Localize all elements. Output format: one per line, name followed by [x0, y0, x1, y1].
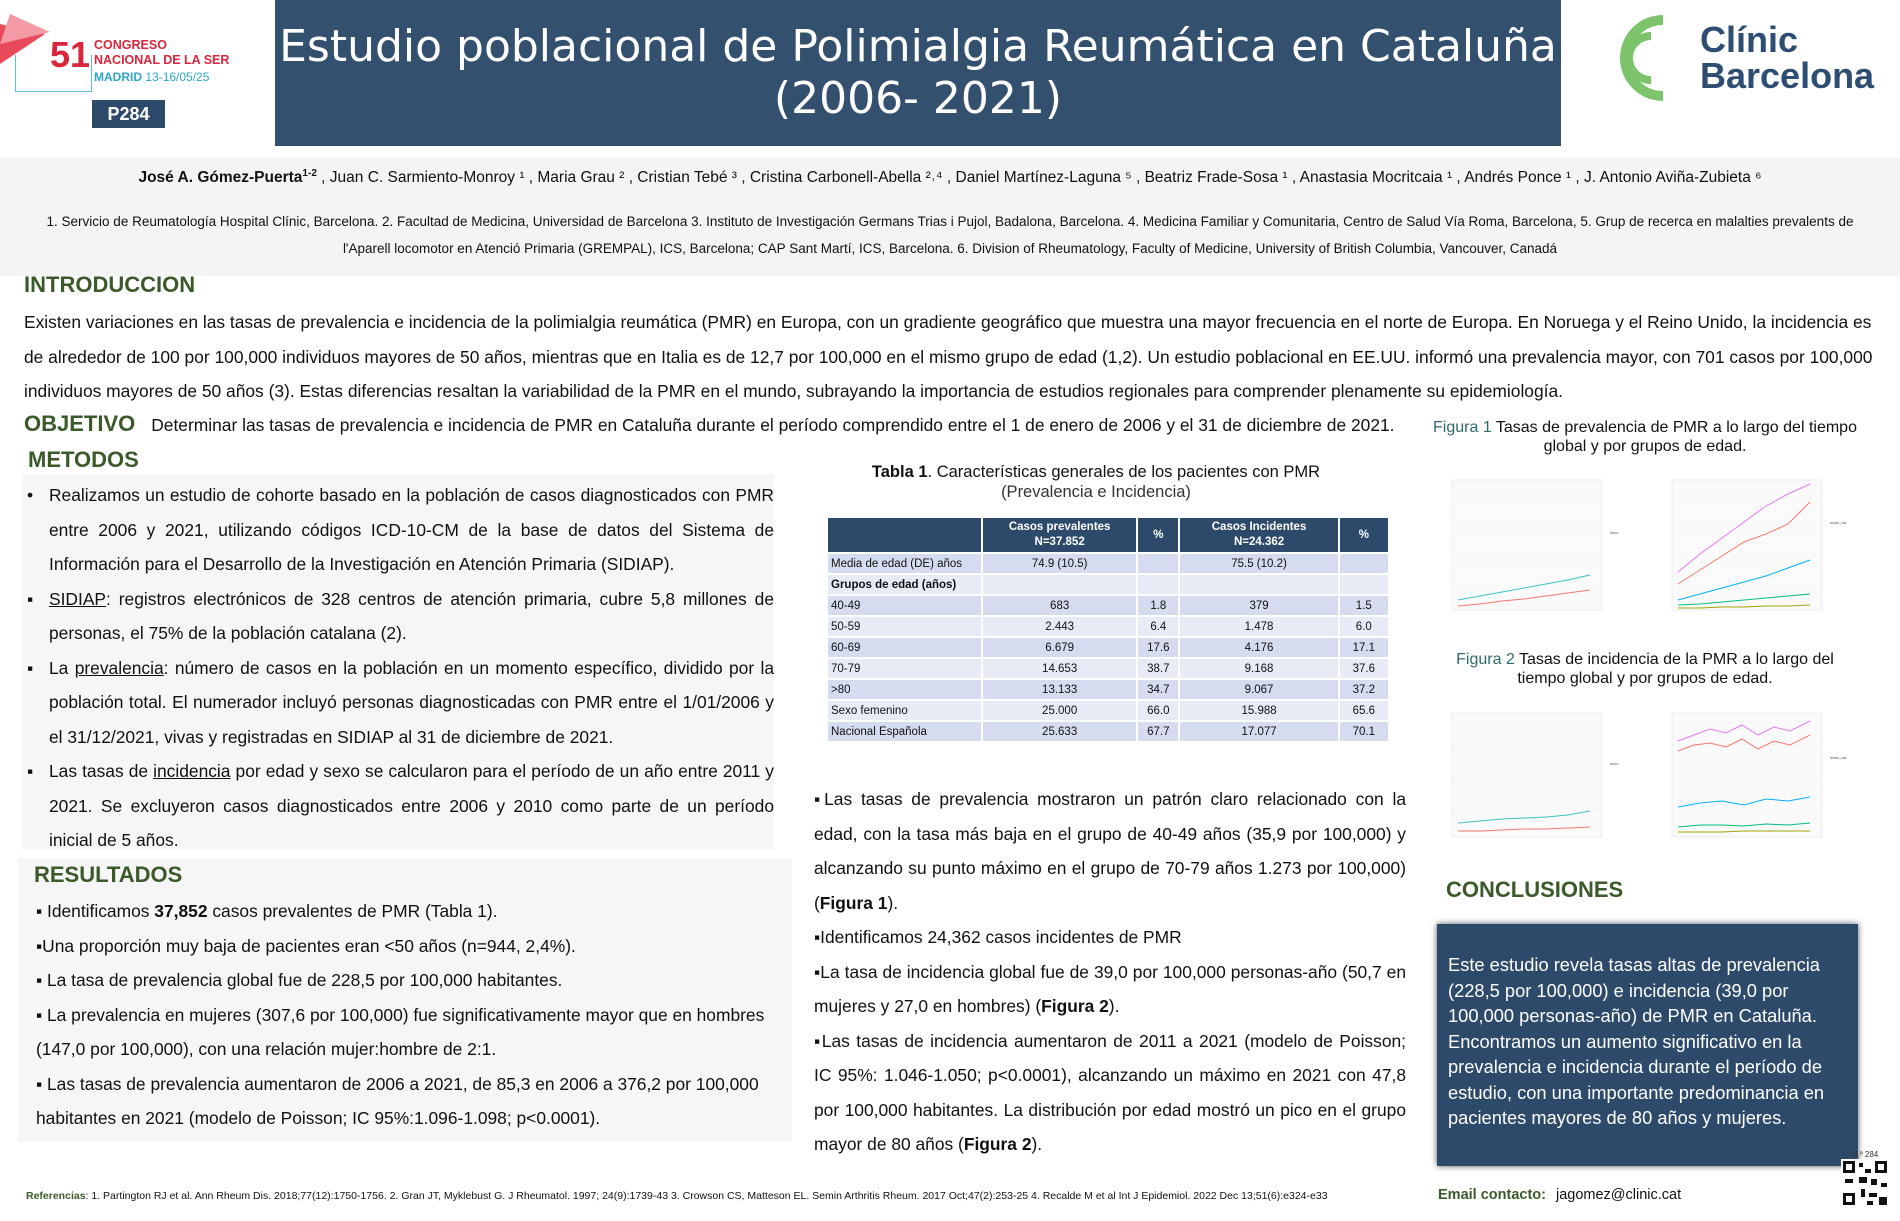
- table-subtitle: (Prevalencia e Incidencia): [1001, 483, 1191, 501]
- congress-line2: NACIONAL DE LA SER: [94, 53, 230, 67]
- table-cell-prev: 14.653: [982, 658, 1137, 679]
- header-inc-n: N=24.362: [1233, 536, 1285, 548]
- table-cell-p1: [1137, 553, 1179, 574]
- table-cell-p1: 6.4: [1137, 616, 1179, 637]
- metodos-item: [22, 754, 774, 858]
- author-list: [0, 168, 1900, 187]
- resultados-title: RESULTADOS: [34, 862, 183, 887]
- metodos-item: [22, 478, 774, 582]
- res-right-p3: [814, 955, 1406, 1024]
- metodos-item: [22, 651, 774, 755]
- table-cell-inc: [1179, 574, 1338, 595]
- congress-city: [94, 70, 209, 84]
- metodos-item3-rest: : número de casos en la población en un momento específico, dividido por la población total. El numerador incluyó personas diagnosticadas con PMR entre el 1/01/2006 y el 31/12/2021, vivas y registradas en SIDIAP al 31 de diciembre de 2021.: [49, 657, 775, 747]
- header-prev-label: Casos prevalentes: [1008, 521, 1111, 533]
- table-row: [827, 721, 1389, 742]
- lead-author: José A. Gómez-Puerta: [138, 169, 303, 187]
- p3-pre: ▪La tasa de incidencia global fue de 39,0 por 100,000 personas-año (50,7 en mujeres y 27,0 en hombres) (: [814, 961, 1406, 1016]
- metodos-item4-rest: por edad y sexo se calcularon para el período de un año entre 2011 y 2021. Se excluyeron casos diagnosticados entre 2006 y 2010 como parte de un período inicial de 5 años.: [49, 761, 774, 850]
- title-line1: Estudio poblacional de Polimialgia Reumática en Cataluña: [279, 21, 1557, 72]
- congress-number: 51: [50, 34, 91, 75]
- table-cell-inc: 9.067: [1179, 679, 1338, 700]
- table-row: [827, 553, 1389, 574]
- figure2-label: Figura 2: [1456, 651, 1515, 668]
- table-cell-inc: 1.478: [1179, 616, 1338, 637]
- table-cell-inc: 75.5 (10.2): [1179, 553, 1338, 574]
- table-cell-label: Grupos de edad (años): [827, 574, 982, 595]
- affiliations-line1: 1. Servicio de Reumatología Hospital Clínic, Barcelona. 2. Facultad de Medicina, Universidad de Barcelona 3. Instituto de Investigación Germans Trias i Pujol, Badalona, Barcelona. 4. Medicina Familiar y Comunitaria, Centro de Salud Vía Roma, Barcelona, 5. Grup de recerca en malalties prevalents de: [46, 214, 1854, 229]
- metodos-item1: Realizamos un estudio de cohorte basado en la población de casos diagnosticados con PMR entre 2006 y 2021, utilizando códigos ICD-10-CM de la base de datos del Sistema de Información para el Desarrollo de la Investigación en Atención Primaria (SIDIAP).: [49, 485, 774, 574]
- table-title-text: . Características generales de los pacientes con PMR: [927, 463, 1321, 481]
- coauthors: , Juan C. Sarmiento-Monroy ¹ , Maria Grau ² , Cristian Tebé ³ , Cristina Carbonell-Abella ²˒⁴ , Daniel Martínez-Laguna ⁵ , Beatriz Frade-Sosa ¹ , Anastasia Mocritcaia ¹ , Andrés Ponce ¹ , J. Antonio Aviña-Zubieta ⁶: [316, 169, 1762, 187]
- characteristics-table: [826, 516, 1390, 743]
- congress-line1: CONGRESO: [94, 38, 167, 52]
- header-prev-n: N=37.852: [1034, 536, 1085, 548]
- metodos-item: [22, 582, 774, 651]
- lead-author-sup: 1-2: [302, 168, 317, 179]
- table-cell-p1: 1.8: [1137, 595, 1179, 616]
- fig2-legend-sexo: sexo: [1610, 761, 1619, 766]
- table-title-label: Tabla 1: [871, 463, 928, 481]
- table-cell-inc: 4.176: [1179, 637, 1338, 658]
- metodos-item4-key: incidencia: [153, 761, 231, 781]
- poster-id-badge: P284: [92, 100, 165, 128]
- metodos-item2-key: SIDIAP: [49, 588, 107, 609]
- clinic-line2: Barcelona: [1700, 55, 1875, 96]
- p1-bold: Figura 1: [819, 892, 888, 913]
- references: [26, 1190, 1426, 1202]
- figure2-age-chart: [1650, 705, 1870, 855]
- affiliations-line2: l'Aparell locomotor en Atenció Primaria (GREMPAL), ICS, Barcelona; CAP Sant Martí, ICS, Barcelona. 6. Division of Rheumatology, Faculty of Medicine, University of British Columbia, Vancouver, Canadá: [342, 241, 1558, 256]
- p3-post: ).: [1108, 996, 1120, 1016]
- resultado-item: ▪ La prevalencia en mujeres (307,6 por 100,000) fue significativamente mayor que en hombres (147,0 por 100,000), con una relación mujer:hombre de 2:1.: [36, 1004, 765, 1059]
- table-cell-label: Sexo femenino: [827, 700, 982, 721]
- objetivo-title: OBJETIVO: [24, 411, 136, 436]
- table-title: [826, 462, 1366, 502]
- table-cell-inc: 379: [1179, 595, 1338, 616]
- table-cell-p2: [1339, 553, 1389, 574]
- res-right-p1: [814, 782, 1406, 920]
- figure1-global-chart: [1430, 472, 1642, 627]
- table-row: [827, 616, 1389, 637]
- metodos-list: [22, 478, 774, 858]
- table-cell-p2: 37.6: [1339, 658, 1389, 679]
- table-cell-p2: 37.2: [1339, 679, 1389, 700]
- p1-pre: ▪Las tasas de prevalencia mostraron un patrón claro relacionado con la edad, con la tasa más baja en el grupo de 40-49 años (35,9 por 100,000) y alcanzando su punto máximo en el grupo de 70-79 años 1.273 por 100,000) (: [814, 789, 1406, 913]
- table-cell-p2: 70.1: [1339, 721, 1389, 742]
- resultados-list: [36, 894, 792, 1136]
- table-header-empty: [827, 517, 982, 553]
- metodos-box: [22, 474, 774, 850]
- figure1-caption: [1430, 418, 1860, 456]
- fig2-legend-edad: edad_cat: [1830, 755, 1847, 760]
- objetivo-text: Determinar las tasas de prevalencia e incidencia de PMR en Cataluña durante el período comprendido entre el 1 de enero de 2006 y el 31 de diciembre de 2021.: [151, 415, 1395, 435]
- fig1-legend-edad: edad_cat: [1830, 520, 1847, 525]
- references-text: : 1. Partington RJ et al. Ann Rheum Dis. 2018;77(12):1750-1756. 2. Gran JT, Myklebust G. J Rheumatol. 1997; 24(9):1739-43 3. Crowson CS, Matteson EL. Semin Arthritis Rheum. 2017 Oct;47(2):253-25 4. Recalde M et al Int J Epidemiol. 2022 Dec 13;51(6):e324-e33: [85, 1190, 1328, 1202]
- figure1-text: Tasas de prevalencia de PMR a lo largo del tiempo global y por grupos de edad.: [1491, 419, 1857, 455]
- table-header-pct1: %: [1137, 517, 1179, 553]
- clinic-logo: [1605, 8, 1885, 108]
- table-row: [827, 679, 1389, 700]
- p4-bold: Figura 2: [963, 1134, 1032, 1154]
- poster-title: [275, 0, 1561, 146]
- table-cell-prev: 683: [982, 595, 1137, 616]
- figure2-text: Tasas de incidencia de la PMR a lo largo del tiempo global y por grupos de edad.: [1514, 651, 1834, 687]
- objetivo: [24, 410, 1424, 439]
- table-cell-p2: 65.6: [1339, 700, 1389, 721]
- table-header-pct2: %: [1339, 517, 1389, 553]
- table-header-row: [827, 517, 1389, 553]
- table-cell-p1: 38.7: [1137, 658, 1179, 679]
- intro-title: INTRODUCCION: [24, 272, 196, 297]
- table-row: [827, 574, 1389, 595]
- table-cell-p1: 66.0: [1137, 700, 1179, 721]
- clinic-logo-icon: [1605, 8, 1695, 108]
- p4-post: ).: [1031, 1134, 1043, 1154]
- figure2-caption: [1430, 650, 1860, 688]
- figure1-label: Figura 1: [1433, 419, 1492, 436]
- table-cell-label: 60-69: [827, 637, 982, 658]
- qr-label: N.º 284: [1851, 1150, 1879, 1159]
- r1-pre: ▪ Identificamos: [36, 901, 155, 921]
- email-label: Email contacto:: [1438, 1187, 1546, 1203]
- metodos-item2-rest: : registros electrónicos de 328 centros de atención primaria, cubre 5,8 millones de personas, el 75% de la población catalana (2).: [49, 588, 774, 643]
- references-label: Referencias: [26, 1190, 86, 1202]
- resultado-item: ▪ La tasa de prevalencia global fue de 228,5 por 100,000 habitantes.: [36, 970, 563, 990]
- table-cell-prev: [982, 574, 1137, 595]
- resultados-box: [18, 858, 792, 1142]
- conclusiones-title: CONCLUSIONES: [1446, 877, 1624, 902]
- table-cell-p2: [1339, 574, 1389, 595]
- table-cell-inc: 15.988: [1179, 700, 1338, 721]
- table-cell-p1: 67.7: [1137, 721, 1179, 742]
- conclusiones-box: [1437, 924, 1858, 1166]
- r1-bold: 37,852: [154, 901, 208, 921]
- table-cell-p2: 6.0: [1339, 616, 1389, 637]
- congress-city-name: MADRID: [94, 70, 142, 84]
- table-cell-label: Nacional Española: [827, 721, 982, 742]
- congress-logo: [0, 0, 260, 140]
- p1-post: ).: [887, 892, 899, 913]
- table-header-inc: [1179, 517, 1338, 553]
- resultado-item: ▪ Las tasas de prevalencia aumentaron de 2006 a 2021, de 85,3 en 2006 a 376,2 por 100,000 habitantes en 2021 (modelo de Poisson; IC 95%:1.096-1.098; p<0.0001).: [36, 1073, 759, 1128]
- figure1-age-chart: [1650, 472, 1870, 627]
- table-row: [827, 658, 1389, 679]
- clinic-name: [1700, 19, 1875, 96]
- congress-dates: 13-16/05/25: [145, 70, 210, 84]
- email-contact: [1438, 1187, 1681, 1203]
- fig1-legend-sexo: sexo: [1610, 530, 1619, 535]
- resultados-right: [814, 782, 1406, 1162]
- conclusiones-text: Este estudio revela tasas altas de prevalencia (228,5 por 100,000) e incidencia (39,0 por 100,000 personas-año) de PMR en Cataluña. Encontramos un aumento significativo en la prevalencia e incidencia durante el período de estudio, con una importante predominancia en pacientes mayores de 80 años y mujeres.: [1448, 954, 1825, 1128]
- table-title-line: [826, 462, 1366, 482]
- title-line2: (2006- 2021): [773, 73, 1063, 124]
- res-right-p2: ▪Identificamos 24,362 casos incidentes de PMR: [814, 927, 1182, 947]
- clinic-line1: Clínic: [1700, 19, 1799, 60]
- r1-post: casos prevalentes de PMR (Tabla 1).: [207, 901, 498, 921]
- figure2-global-chart: [1430, 705, 1642, 855]
- figure1-age-svg: [1650, 472, 1870, 627]
- table-cell-prev: 25.633: [982, 721, 1137, 742]
- table-cell-inc: 17.077: [1179, 721, 1338, 742]
- resultado-item: ▪Una proporción muy baja de pacientes eran <50 años (n=944, 2,4%).: [36, 935, 576, 956]
- table-cell-label: 70-79: [827, 658, 982, 679]
- qr-code[interactable]: [1838, 1150, 1892, 1216]
- table-cell-p2: 1.5: [1339, 595, 1389, 616]
- metodos-item3-key: prevalencia: [74, 657, 164, 678]
- res-right-p4: [814, 1024, 1406, 1162]
- p3-bold: Figura 2: [1041, 996, 1109, 1016]
- congress-name: [94, 38, 229, 68]
- table-cell-p1: [1137, 574, 1179, 595]
- table-cell-prev: 13.133: [982, 679, 1137, 700]
- resultado-item: [36, 894, 792, 929]
- table-cell-prev: 2.443: [982, 616, 1137, 637]
- table-cell-label: >80: [827, 679, 982, 700]
- table-cell-prev: 6.679: [982, 637, 1137, 658]
- table-row: [827, 595, 1389, 616]
- table-cell-prev: 74.9 (10.5): [982, 553, 1137, 574]
- figure2-global-svg: [1430, 705, 1642, 855]
- figure1-global-svg: [1430, 472, 1642, 627]
- metodos-item4-pre: Las tasas de: [49, 761, 154, 781]
- table-cell-p1: 17.6: [1137, 637, 1179, 658]
- table-row: [827, 700, 1389, 721]
- table-cell-label: Media de edad (DE) años: [827, 553, 982, 574]
- table-cell-label: 40-49: [827, 595, 982, 616]
- figure2-age-svg: [1650, 705, 1870, 855]
- affiliations: [20, 208, 1880, 262]
- table-cell-p2: 17.1: [1339, 637, 1389, 658]
- header-inc-label: Casos Incidentes: [1211, 521, 1307, 533]
- authors-band: [0, 158, 1900, 276]
- intro-text: Existen variaciones en las tasas de prevalencia e incidencia de la polimialgia reumática (PMR) en Europa, con un gradiente geográfico que muestra una mayor frecuencia en el norte de Europa. En Noruega y el Reino Unido, la incidencia es de alrededor de 100 por 100,000 individuos mayores de 50 años, mientras que en Italia es de 12,7 por 100,000 en el mismo grupo de edad (1,2). Un estudio poblacional en EE.UU. informó una prevalencia mayor, con 701 casos por 100,000 individuos mayores de 50 años (3). Estas diferencias resaltan la variabilidad de la PMR en el mundo, subrayando la importancia de estudios regionales para comprender plenamente su epidemiología.: [24, 312, 1873, 401]
- table-row: [827, 637, 1389, 658]
- metodos-item3-pre: La: [49, 657, 75, 678]
- table-cell-p1: 34.7: [1137, 679, 1179, 700]
- metodos-title: METODOS: [28, 447, 139, 472]
- table-cell-prev: 25.000: [982, 700, 1137, 721]
- email-address[interactable]: jagomez@clinic.cat: [1556, 1187, 1682, 1203]
- table-cell-label: 50-59: [827, 616, 982, 637]
- p4-pre: ▪Las tasas de incidencia aumentaron de 2011 a 2021 (modelo de Poisson; IC 95%: 1.046-1.050; p<0.0001), alcanzando un máximo en 2021 con 47,8 por 100,000 habitantes. La distribución por edad mostró un pico en el grupo mayor de 80 años (: [814, 1030, 1406, 1154]
- table-cell-inc: 9.168: [1179, 658, 1338, 679]
- qr-code-icon: [1841, 1159, 1889, 1207]
- table-header-prev: [982, 517, 1137, 553]
